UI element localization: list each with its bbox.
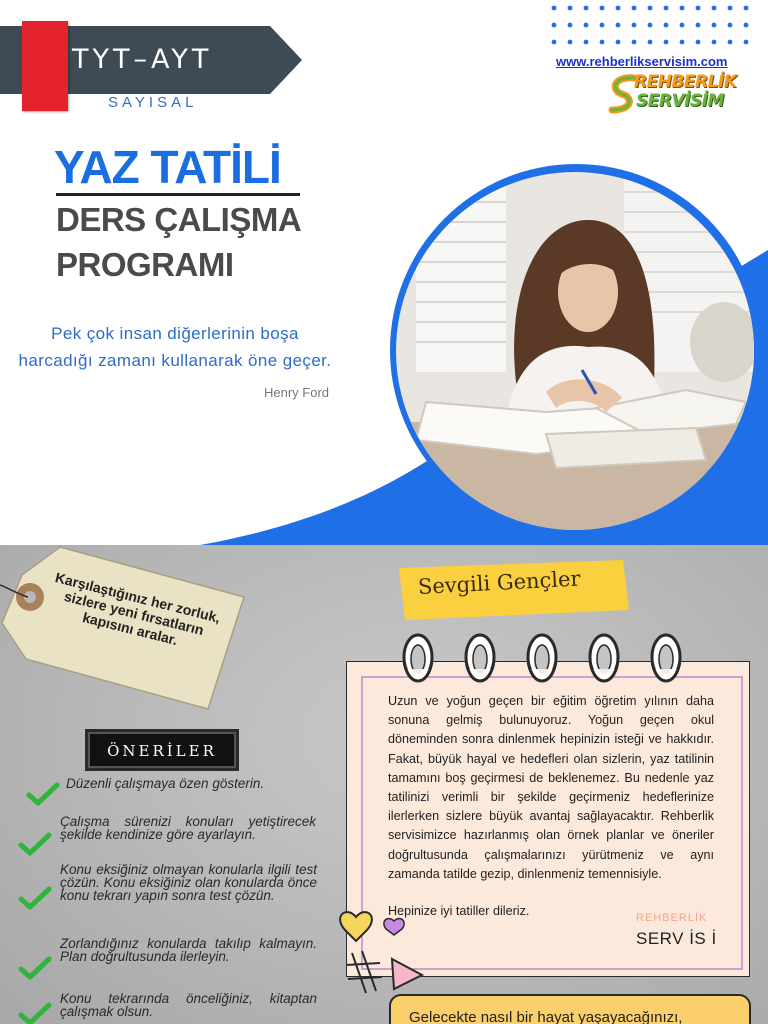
letter-closing: Hepinize iyi tatiller dileriz. bbox=[388, 904, 530, 918]
student-photo bbox=[396, 172, 754, 530]
suggestion-item: Çalışma sürenizi konuları yetiştirecek şekilde kendinize göre ayarlayın. bbox=[60, 814, 316, 842]
banner-subtitle: SAYISAL bbox=[108, 94, 198, 111]
check-icon bbox=[18, 1001, 52, 1024]
signature-bottom: SERV İS İ bbox=[636, 929, 717, 948]
suggestion-item: Konu eksiğiniz olmayan konularla ilgili test çözün. Konu eksiğiniz olan konularda önce konu tekrarı yapın sonra test çözün. bbox=[60, 862, 317, 903]
suggestion-item: Konu tekrarında önceliğiniz, kitaptan çalışmak olsun. bbox=[60, 991, 317, 1019]
check-icon bbox=[18, 955, 52, 981]
signature-top: REHBERLİK bbox=[636, 912, 708, 924]
banner-red-ribbon bbox=[22, 21, 68, 111]
notebook-rings bbox=[346, 629, 750, 669]
suggestions-heading-box bbox=[88, 732, 236, 768]
banner-title: TYT–AYT bbox=[72, 44, 213, 75]
heart-doodles-icon bbox=[326, 901, 426, 1001]
page-title: YAZ TATİLİ bbox=[54, 141, 281, 193]
suggestion-item: Zorlandığınız konularda takılıp kalmayın. Plan doğrultusunda ilerleyin. bbox=[60, 936, 317, 964]
bottom-message-box bbox=[389, 994, 751, 1024]
tag-message: Karşılaştığınız her zorluk, sizlere yeni fırsatların kapısını aralar. bbox=[53, 569, 223, 649]
page-subtitle-line1: DERS ÇALIŞMA bbox=[56, 201, 302, 238]
cover-bottom-section bbox=[0, 545, 768, 1024]
logo-text-bottom: SERVİSİM bbox=[636, 91, 724, 111]
title-underline bbox=[56, 193, 300, 196]
letter-heading: Sevgili Gençler bbox=[417, 566, 582, 599]
check-icon bbox=[26, 781, 60, 807]
letter-body: Uzun ve yoğun geçen bir eğitim öğretim yılının daha sonuna gelmiş bulunuyoruz. Yoğun geçen okul döneminden sonra dinlenmek hepinizin isteği ve hakkıdır. Fakat, büyük hayal ve hedefleri olan sizlerin, yaz tatilinin tamamını boş geçirmesi de beklenemez. Bu nedenle yaz tatilinizi verimli bir şekilde geçirmeniz hedeflerinize ilerlerken sizlere büyük avantaj sağlayacaktır. Rehberlik servisimizce hazırlanmış olan örnek planlar ve öneriler doğrultusunda çalışmalarınızı yürütmeniz ve aynı zamanda tatilde gezip, dinlenmeniz temennisiyle. bbox=[388, 694, 714, 881]
quote-author: Henry Ford bbox=[264, 385, 330, 400]
suggestion-item: Düzenli çalışmaya özen gösterin. bbox=[66, 776, 265, 791]
suggestions-heading: ÖNERİLER bbox=[107, 742, 217, 760]
website-link[interactable]: www.rehberlikservisim.com bbox=[556, 54, 728, 69]
check-icon bbox=[18, 885, 52, 911]
bottom-message: Gelecekte nasıl bir hayat yaşayacağınızı, bbox=[409, 1009, 683, 1024]
page-subtitle-line2: PROGRAMI bbox=[56, 246, 234, 283]
quote-text: Pek çok insan diğerlerinin boşa harcadığı zamanı kullanarak öne geçer. bbox=[18, 324, 332, 370]
check-icon bbox=[18, 831, 52, 857]
logo-text-top: REHBERLİK bbox=[634, 72, 737, 92]
dot-grid-decoration bbox=[548, 2, 758, 50]
